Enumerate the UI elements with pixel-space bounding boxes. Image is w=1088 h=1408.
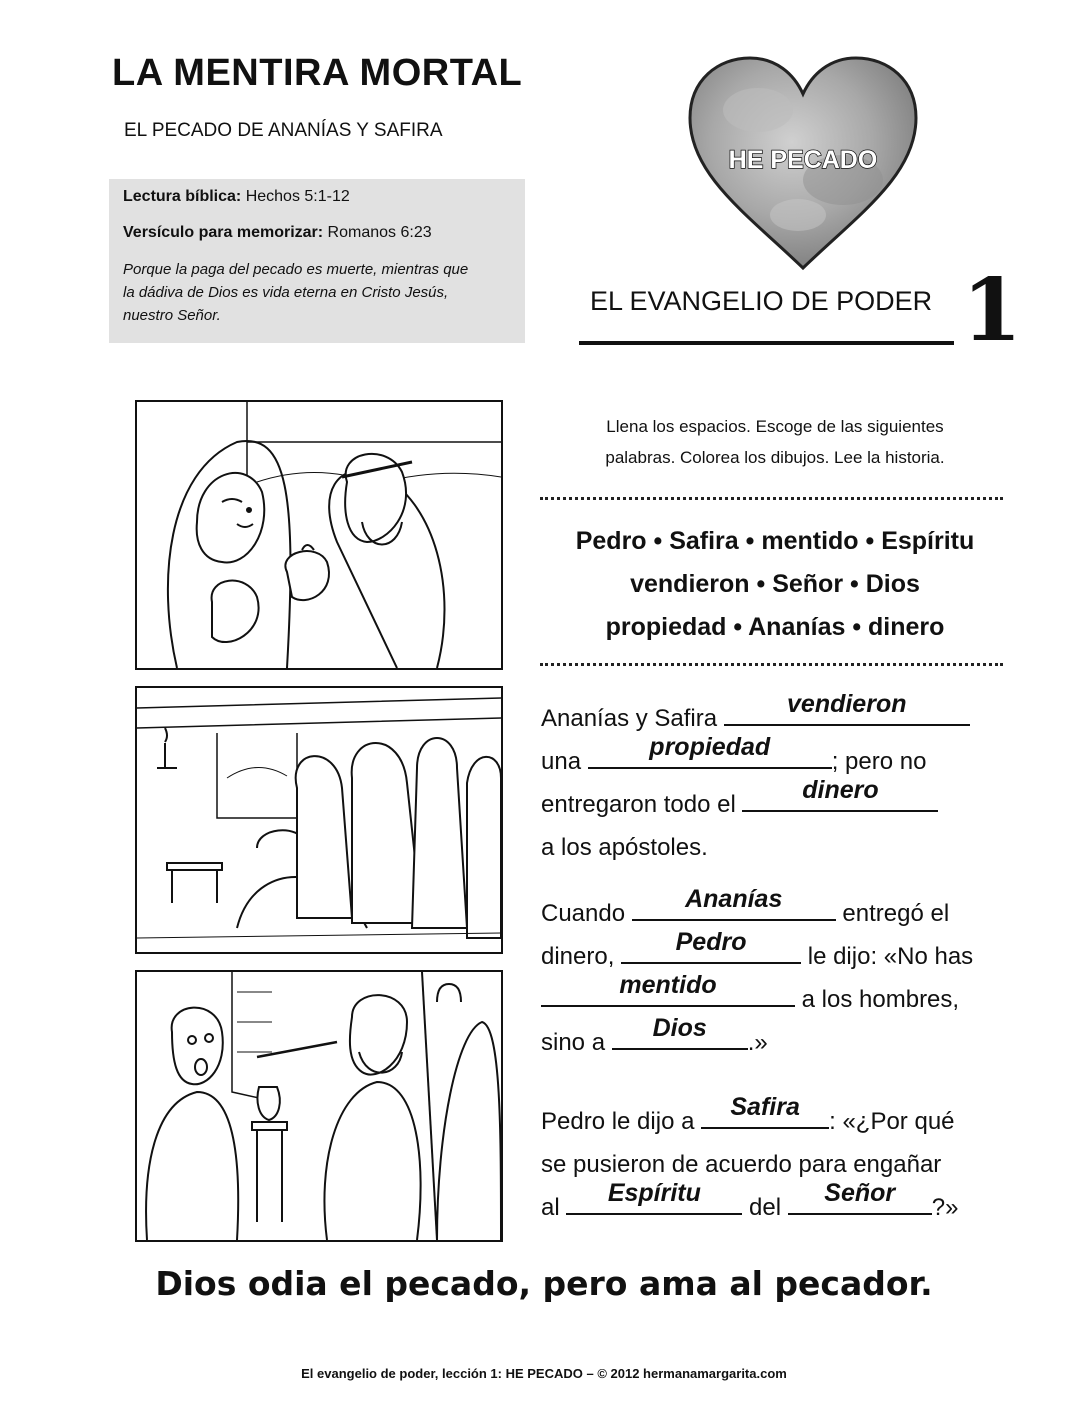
illustration-panel-2 [135,686,503,954]
lesson-number: 1 [962,260,1022,361]
memory-value: Romanos 6:23 [327,224,432,241]
memory-label: Versículo para memorizar: [123,224,324,241]
blank-answer: vendieron [787,690,907,718]
fill-blank[interactable] [742,776,938,812]
story-text: una [541,748,588,775]
fill-blank[interactable] [724,690,970,726]
memory-verse-text [123,258,518,327]
verse-line: nuestro Señor. [123,307,221,324]
blank-answer: Safira [730,1093,800,1121]
story-line [541,971,973,1021]
reading-reference [123,188,350,206]
blank-answer: Pedro [675,928,747,956]
instruction-line: palabras. Colorea los dibujos. Lee la historia. [605,448,945,467]
story-text: .» [747,1029,768,1056]
story-text: Cuando [541,900,632,927]
story-paragraph-2 [541,885,974,1064]
blank-answer: propiedad [649,733,771,761]
story-text: sino a [541,1029,612,1056]
blank-answer: Señor [824,1179,896,1207]
word-bank [540,520,1010,649]
fill-blank[interactable] [566,1179,742,1215]
story-text: Ananías y Safira [541,705,724,732]
instruction-line: Llena los espacios. Escoge de las siguientes [606,417,944,436]
story-paragraph-3 [541,1093,959,1229]
fill-blank[interactable] [632,885,836,921]
story-line: a los apóstoles. [541,834,708,861]
motto: Dios odia el pecado, pero ama al pecador. [155,1264,933,1303]
fill-blank[interactable] [588,733,832,769]
story-text: al [541,1194,567,1221]
fill-blank[interactable] [701,1093,829,1129]
reading-value: Hechos 5:1-12 [245,188,350,205]
story-text: Pedro le dijo a [541,1108,702,1135]
word-bank-line: propiedad • Ananías • dinero [605,613,945,641]
instructions [540,411,1010,473]
heart-label: HE PECADO [728,146,878,174]
blank-answer: dinero [802,776,879,804]
dotted-divider-bottom [540,663,1003,666]
word-bank-line: Pedro • Safira • mentido • Espíritu [575,527,975,555]
page-title: LA MENTIRA MORTAL [112,52,523,94]
dotted-divider-top [540,497,1003,500]
story-line: se pusieron de acuerdo para engañar [541,1151,942,1178]
story-text: ; pero no [831,748,927,775]
word-bank-line: vendieron • Señor • Dios [630,570,920,598]
story-line [541,1093,958,1143]
story-line [541,1014,973,1064]
story-paragraph-1 [541,690,970,869]
story-text: entregaron todo el [541,791,743,818]
story-text: entregó el [835,900,950,927]
story-text: del [742,1194,788,1221]
fill-blank[interactable] [621,928,801,964]
fill-blank[interactable] [788,1179,932,1215]
blank-answer: mentido [619,971,717,999]
story-text: dinero, [541,943,622,970]
story-line [541,776,970,826]
footer-copyright: El evangelio de poder, lección 1: HE PECADO – © 2012 hermanamargarita.com [301,1366,787,1381]
story-text: a los hombres, [795,986,960,1013]
reading-label: Lectura bíblica: [123,188,242,205]
illustration-panel-1 [135,400,503,670]
heart-badge [678,50,928,280]
story-text: ?» [931,1194,959,1221]
story-text: : «¿Por qué [829,1108,955,1135]
verse-line: la dádiva de Dios es vida eterna en Cristo Jesús, [123,284,449,301]
series-title: EL EVANGELIO DE PODER [590,286,933,316]
page-subtitle: EL PECADO DE ANANÍAS Y SAFIRA [124,120,443,141]
fill-blank[interactable] [612,1014,748,1050]
fill-blank[interactable] [541,971,795,1007]
verse-line: Porque la paga del pecado es muerte, mientras que [123,261,469,278]
illustration-panel-3 [135,970,503,1242]
blank-answer: Ananías [685,885,783,913]
series-underline [579,341,954,345]
story-line [541,1179,959,1229]
blank-answer: Dios [652,1014,707,1042]
story-text: le dijo: «No has [801,943,974,970]
memory-verse-reference [123,224,432,242]
blank-answer: Espíritu [607,1179,701,1207]
